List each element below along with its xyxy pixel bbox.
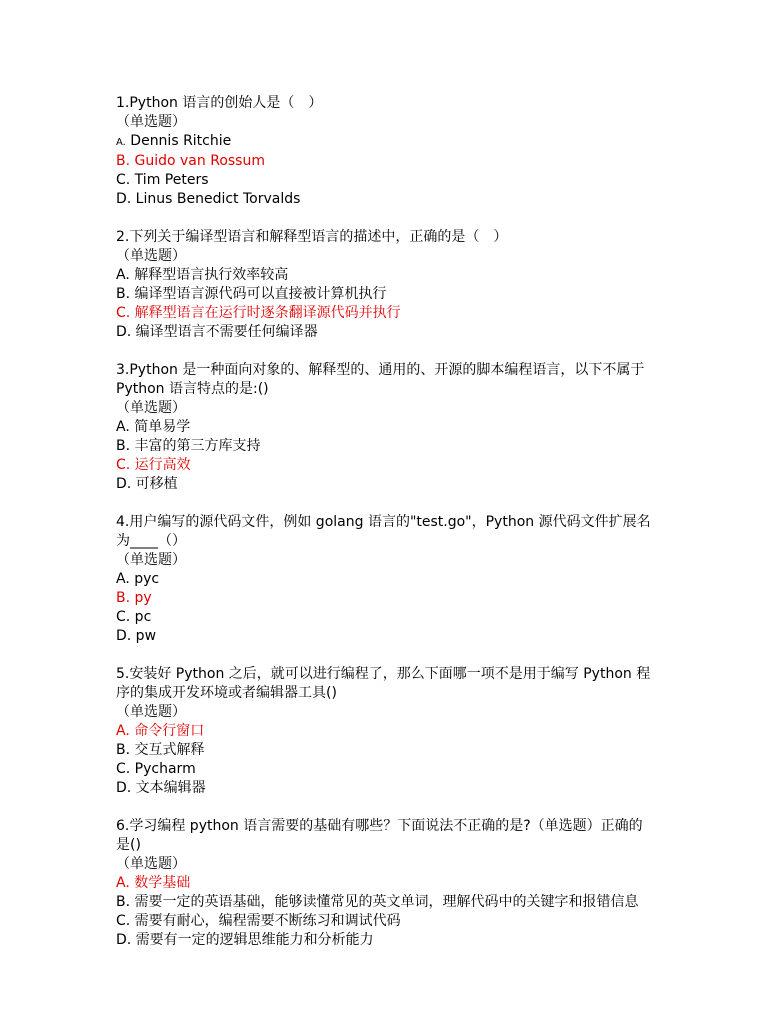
option-text: Dennis Ritchie xyxy=(125,133,232,149)
question-type-note: （单选题） xyxy=(116,400,186,416)
option-text: Tim Peters xyxy=(130,172,209,188)
option-text: 解释型语言在运行时逐条翻译源代码并执行 xyxy=(130,305,401,321)
option-text: 运行高效 xyxy=(130,457,191,473)
option-text: 需要有耐心，编程需要不断练习和调试代码 xyxy=(130,913,401,929)
option-a xyxy=(116,266,656,285)
option-text: 数学基础 xyxy=(129,875,191,891)
question-6 xyxy=(116,817,656,950)
question-stem: 2.下列关于编译型语言和解释型语言的描述中，正确的是（ ） xyxy=(116,229,508,245)
option-text: 编译型语言不需要任何编译器 xyxy=(131,324,318,340)
option-text: 丰富的第三方库支持 xyxy=(130,438,261,454)
option-letter: B. xyxy=(116,742,131,758)
option-letter: A. xyxy=(116,267,130,283)
option-letter: D. xyxy=(116,476,132,492)
option-c xyxy=(116,608,656,627)
question-1 xyxy=(116,94,656,209)
option-d xyxy=(116,190,656,209)
quiz-document xyxy=(116,94,656,969)
option-letter: B. xyxy=(116,286,131,302)
option-letter: C. xyxy=(116,761,131,777)
question-stem: 3.Python 是一种面向对象的、解释型的、通用的、开源的脚本编程语言，以下不属于 Python 语言特点的是:() xyxy=(116,362,645,397)
option-text: 编译型语言源代码可以直接被计算机执行 xyxy=(130,286,387,302)
option-b xyxy=(116,285,656,304)
option-d xyxy=(116,779,656,798)
option-text: 交互式解释 xyxy=(130,742,205,758)
option-letter: A. xyxy=(116,875,130,891)
option-c xyxy=(116,171,656,190)
option-letter: A. xyxy=(116,419,130,435)
option-letter: A. xyxy=(116,571,130,587)
option-c xyxy=(116,760,656,779)
question-3 xyxy=(116,361,656,494)
option-letter: C. xyxy=(116,305,131,321)
option-b xyxy=(116,437,656,456)
option-letter: D. xyxy=(116,324,132,340)
option-text: 可移植 xyxy=(131,476,178,492)
question-stem: 4.用户编写的源代码文件，例如 golang 语言的"test.go"，Python 源代码文件扩展名为____（） xyxy=(116,514,651,549)
option-letter: C. xyxy=(116,913,131,929)
option-letter: B. xyxy=(116,438,131,454)
option-letter: D. xyxy=(116,780,132,796)
option-text: py xyxy=(130,590,152,606)
option-letter: C. xyxy=(116,609,131,625)
option-letter: D. xyxy=(116,932,132,948)
option-d xyxy=(116,931,656,950)
option-c-correct xyxy=(116,456,656,475)
option-text: pc xyxy=(130,609,152,625)
option-text: 需要有一定的逻辑思维能力和分析能力 xyxy=(131,932,374,948)
option-b xyxy=(116,741,656,760)
question-stem: 6.学习编程 python 语言需要的基础有哪些？下面说法不正确的是?（单选题）正确的是() xyxy=(116,818,643,853)
option-text: Pycharm xyxy=(130,761,196,777)
option-letter: A. xyxy=(116,137,126,148)
option-letter: A. xyxy=(116,723,130,739)
question-type-note: （单选题） xyxy=(116,248,186,264)
question-stem: 5.安装好 Python 之后，就可以进行编程了，那么下面哪一项不是用于编写 Python 程序的集成开发环境或者编辑器工具() xyxy=(116,666,651,701)
option-d xyxy=(116,627,656,646)
option-text: 命令行窗口 xyxy=(129,723,205,739)
option-a-correct xyxy=(116,722,656,741)
question-type-note: （单选题） xyxy=(116,856,186,872)
question-4 xyxy=(116,513,656,646)
question-2 xyxy=(116,228,656,342)
option-text: 简单易学 xyxy=(129,419,191,435)
option-letter: B. xyxy=(116,894,131,910)
option-c xyxy=(116,912,656,931)
option-d xyxy=(116,475,656,494)
option-text: 需要一定的英语基础，能够读懂常见的英文单词，理解代码中的关键字和报错信息 xyxy=(130,894,639,910)
option-text: Linus Benedict Torvalds xyxy=(131,191,301,207)
option-text: 解释型语言执行效率较高 xyxy=(129,267,289,283)
option-letter: D. xyxy=(116,191,132,207)
option-text: pyc xyxy=(129,571,160,587)
question-type-note: （单选题） xyxy=(116,114,186,130)
option-a xyxy=(116,418,656,437)
question-type-note: （单选题） xyxy=(116,552,186,568)
option-b-correct xyxy=(116,589,656,608)
option-text: Guido van Rossum xyxy=(130,153,265,169)
question-5 xyxy=(116,665,656,798)
option-b-correct xyxy=(116,152,656,171)
option-letter: C. xyxy=(116,172,131,188)
option-b xyxy=(116,893,656,912)
option-letter: B. xyxy=(116,153,131,169)
option-text: pw xyxy=(131,628,157,644)
option-a xyxy=(116,132,656,152)
option-d xyxy=(116,323,656,342)
option-text: 文本编辑器 xyxy=(131,780,206,796)
question-type-note: （单选题） xyxy=(116,704,186,720)
option-a xyxy=(116,570,656,589)
option-letter: C. xyxy=(116,457,131,473)
option-c-correct xyxy=(116,304,656,323)
question-stem: 1.Python 语言的创始人是（ ） xyxy=(116,95,323,111)
option-letter: D. xyxy=(116,628,132,644)
option-letter: B. xyxy=(116,590,131,606)
option-a-correct xyxy=(116,874,656,893)
